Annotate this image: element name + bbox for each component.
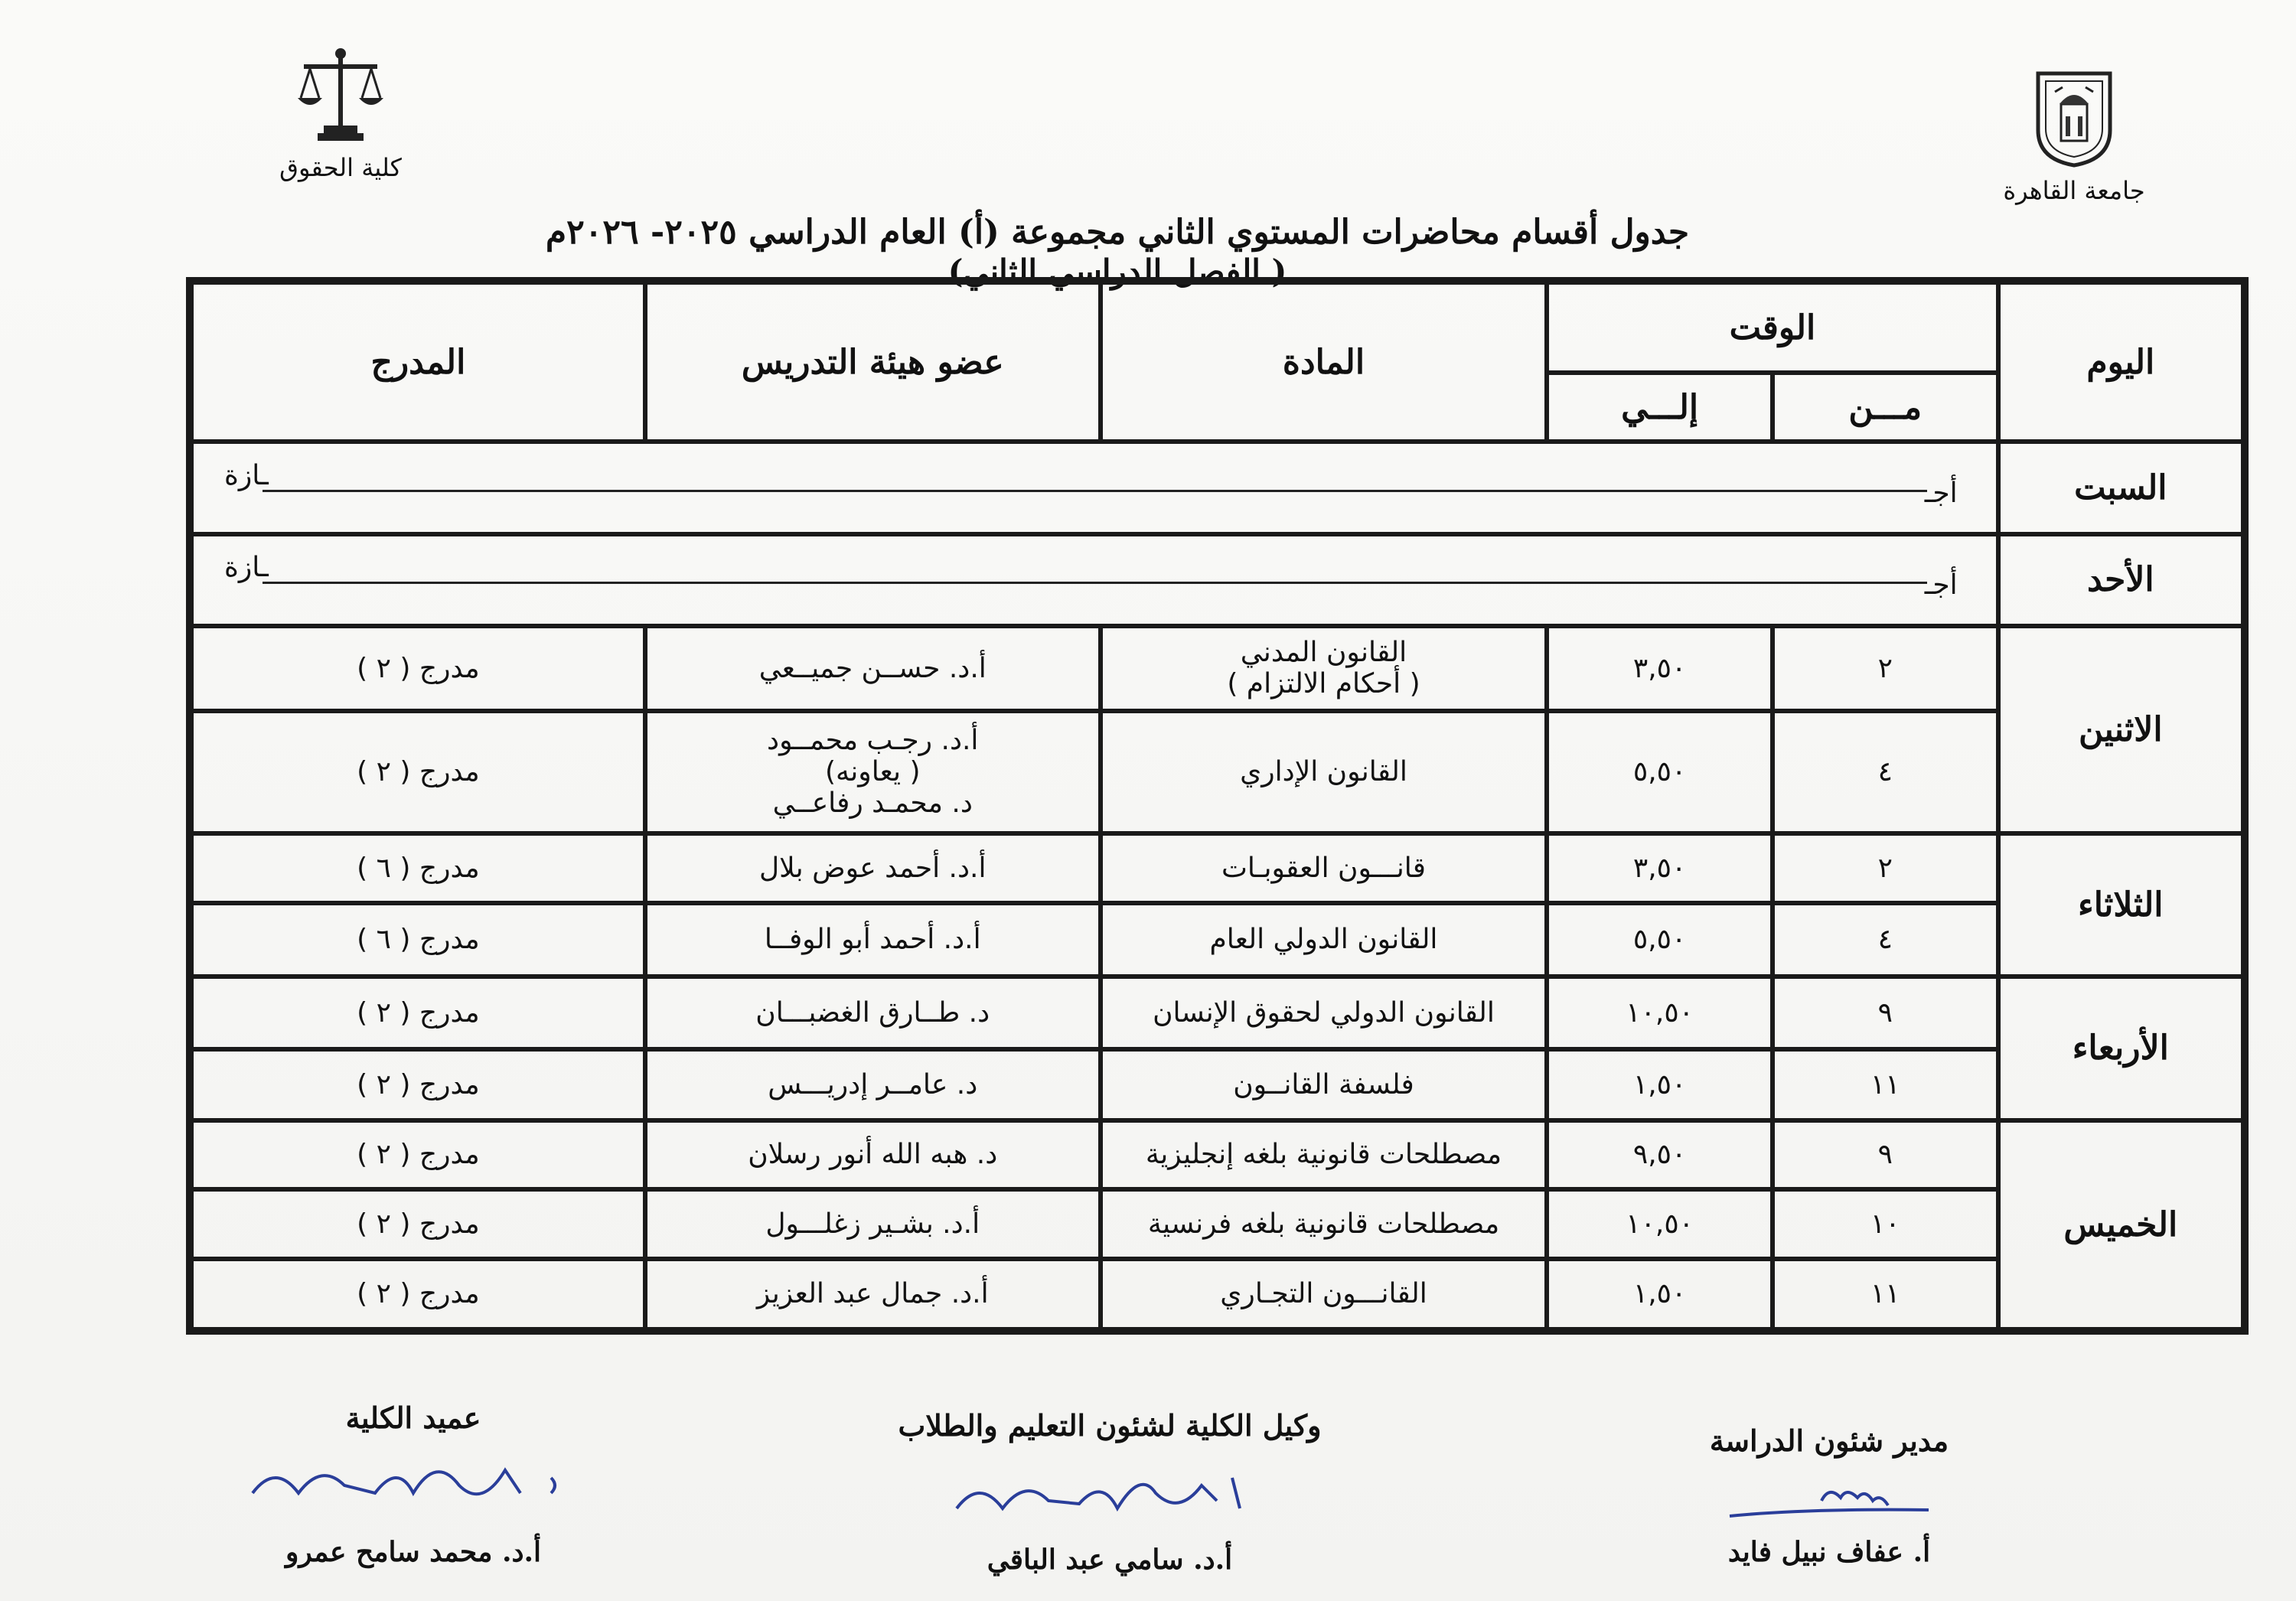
studies-manager-name: أ. عفاف نبيل فايد: [1727, 1536, 1931, 1568]
instructor-cell: [645, 626, 1101, 710]
holiday-line: [263, 582, 1927, 584]
instructor-name: د. هبه الله أنور رسلان: [748, 1139, 998, 1171]
vice-dean-name: أ.د. سامي عبد الباقي: [987, 1544, 1233, 1576]
subject-cell: [1101, 1259, 1548, 1331]
university-emblem-icon: [2032, 69, 2116, 168]
hall-cell: مدرج ( ٦ ): [190, 833, 645, 902]
holiday-text-end: ـازة: [224, 552, 269, 584]
table-row: [190, 833, 2245, 902]
header-time: الوقت: [1547, 281, 1998, 373]
from-time-cell: ٤: [1773, 903, 1998, 977]
page-title: جدول أقسام محاضرات المستوي الثاني مجموعة (أ) العام الدراسي ٢٠٢٥- ٢٠٢٦م: [545, 213, 1690, 252]
instructor-cell: [645, 1120, 1101, 1189]
table-row: [190, 1259, 2245, 1331]
holiday-cell: [190, 534, 1998, 627]
header-subject: المادة: [1101, 281, 1548, 442]
holiday-line: [263, 490, 1927, 492]
day-cell: الثلاثاء: [1998, 833, 2245, 977]
day-cell: الاثنين: [1998, 626, 2245, 833]
university-logo-label: جامعة القاهرة: [2003, 176, 2145, 205]
signature-block-dean: [214, 1400, 612, 1568]
university-logo: [1982, 69, 2166, 205]
header-hall: المدرج: [190, 281, 645, 442]
instructor-cell: [645, 977, 1101, 1049]
subject-name: القانون الدولي العام: [1209, 924, 1438, 956]
hall-cell: مدرج ( ٢ ): [190, 626, 645, 710]
subject-name: فلسفة القانــون: [1233, 1069, 1414, 1101]
hall-cell: مدرج ( ٢ ): [190, 1120, 645, 1189]
to-time-cell: ٩,٥٠: [1547, 1120, 1773, 1189]
to-time-cell: ٥,٥٠: [1547, 711, 1773, 834]
subject-name: القانون الدولي لحقوق الإنسان: [1153, 997, 1495, 1029]
schedule-table: [186, 277, 2249, 1335]
table-row: [190, 1049, 2245, 1120]
holiday-text-start: أجـ: [1924, 569, 1958, 602]
subject-cell: [1101, 711, 1548, 834]
holiday-text-start: أجـ: [1924, 477, 1958, 509]
subject-cell: [1101, 833, 1548, 902]
subject-name: القانون الإداري: [1240, 756, 1407, 788]
hall-cell: مدرج ( ٢ ): [190, 711, 645, 834]
from-time-cell: ١١: [1773, 1259, 1998, 1331]
day-cell: السبت: [1998, 442, 2245, 534]
dean-role: عميد الكلية: [345, 1400, 481, 1435]
faculty-logo: [253, 46, 429, 182]
from-time-cell: ٢: [1773, 626, 1998, 710]
assistant-name: د. محمـد رفاعــي: [772, 787, 973, 820]
faculty-logo-label: كلية الحقوق: [279, 153, 402, 182]
vice-dean-role: وكيل الكلية لشئون التعليم والطلاب: [898, 1408, 1322, 1443]
hall-cell: مدرج ( ٢ ): [190, 1259, 645, 1331]
hall-cell: مدرج ( ٢ ): [190, 977, 645, 1049]
table-row: [190, 1189, 2245, 1258]
day-cell: الأربعاء: [1998, 977, 2245, 1120]
subject-cell: [1101, 1189, 1548, 1258]
instructor-name: أ.د. رجـب محمــود: [767, 725, 979, 757]
instructor-cell: [645, 1189, 1101, 1258]
to-time-cell: ٣,٥٠: [1547, 833, 1773, 902]
to-time-cell: ٥,٥٠: [1547, 903, 1773, 977]
subject-cell: [1101, 977, 1548, 1049]
instructor-cell: [645, 1049, 1101, 1120]
day-cell: الأحد: [1998, 534, 2245, 627]
instructor-name: أ.د. أحمد عوض بلال: [758, 852, 987, 884]
instructor-name: د. عامــر إدريـــس: [768, 1069, 978, 1101]
from-time-cell: ٤: [1773, 711, 1998, 834]
subject-cell: [1101, 626, 1548, 710]
to-time-cell: ١٠,٥٠: [1547, 1189, 1773, 1258]
from-time-cell: ٢: [1773, 833, 1998, 902]
instructor-name: د. طــارق الغضبـــان: [755, 997, 990, 1029]
to-time-cell: ١٠,٥٠: [1547, 977, 1773, 1049]
day-cell: الخميس: [1998, 1120, 2245, 1331]
to-time-cell: ١,٥٠: [1547, 1259, 1773, 1331]
instructor-name: أ.د. جمال عبد العزيز: [756, 1278, 989, 1310]
dean-name: أ.د. محمد سامح عمرو: [285, 1536, 542, 1568]
subject-name: القانون المدني: [1240, 637, 1407, 669]
hall-cell: مدرج ( ٢ ): [190, 1189, 645, 1258]
from-time-cell: ٩: [1773, 977, 1998, 1049]
hall-cell: مدرج ( ٢ ): [190, 1049, 645, 1120]
instructor-name: أ.د. حســن جميــعي: [758, 652, 987, 684]
subject-name: قانـــون العقوبـات: [1221, 852, 1426, 884]
instructor-cell: [645, 833, 1101, 902]
instructor-note: ( يعاونه): [824, 756, 921, 788]
instructor-cell: [645, 1259, 1101, 1331]
header-from: مـــن: [1773, 373, 1998, 442]
from-time-cell: ١٠: [1773, 1189, 1998, 1258]
subject-name: مصطلحات قانونية بلغه إنجليزية: [1145, 1139, 1502, 1171]
hall-cell: مدرج ( ٦ ): [190, 903, 645, 977]
instructor-name: أ.د. بشـير زغلـــول: [765, 1208, 980, 1240]
studies-manager-role: مدير شئون الدراسة: [1709, 1423, 1949, 1458]
header-to: إلـــي: [1547, 373, 1773, 442]
header-day: اليوم: [1998, 281, 2245, 442]
signature-block-vice-dean: [872, 1408, 1347, 1576]
to-time-cell: ١,٥٠: [1547, 1049, 1773, 1120]
holiday-text-end: ـازة: [224, 459, 269, 491]
table-row: [190, 977, 2245, 1049]
handwritten-signature: [926, 1447, 1293, 1539]
from-time-cell: ١١: [1773, 1049, 1998, 1120]
subject-cell: [1101, 903, 1548, 977]
subject-name: مصطلحات قانونية بلغه فرنسية: [1147, 1208, 1500, 1240]
instructor-cell: [645, 903, 1101, 977]
table-row: [190, 903, 2245, 977]
instructor-name: أ.د. أحمد أبو الوفــا: [764, 924, 981, 956]
signature-block-studies-manager: [1668, 1423, 1990, 1568]
subject-name: القانـــون التجـاري: [1220, 1278, 1427, 1310]
header-instructor: عضو هيئة التدريس: [645, 281, 1101, 442]
handwritten-signature: [237, 1440, 589, 1531]
from-time-cell: ٩: [1773, 1120, 1998, 1189]
scales-of-justice-icon: [295, 46, 386, 145]
page-subtitle: ( الفصل الدراسي الثاني): [947, 253, 1287, 290]
table-row: [190, 1120, 2245, 1189]
handwritten-signature: [1714, 1462, 1944, 1531]
to-time-cell: ٣,٥٠: [1547, 626, 1773, 710]
instructor-cell: [645, 711, 1101, 834]
table-row: [190, 711, 2245, 834]
subject-cell: [1101, 1120, 1548, 1189]
holiday-cell: [190, 442, 1998, 534]
subject-detail: ( أحكام الالتزام ): [1227, 668, 1420, 700]
table-row: [190, 626, 2245, 710]
subject-cell: [1101, 1049, 1548, 1120]
